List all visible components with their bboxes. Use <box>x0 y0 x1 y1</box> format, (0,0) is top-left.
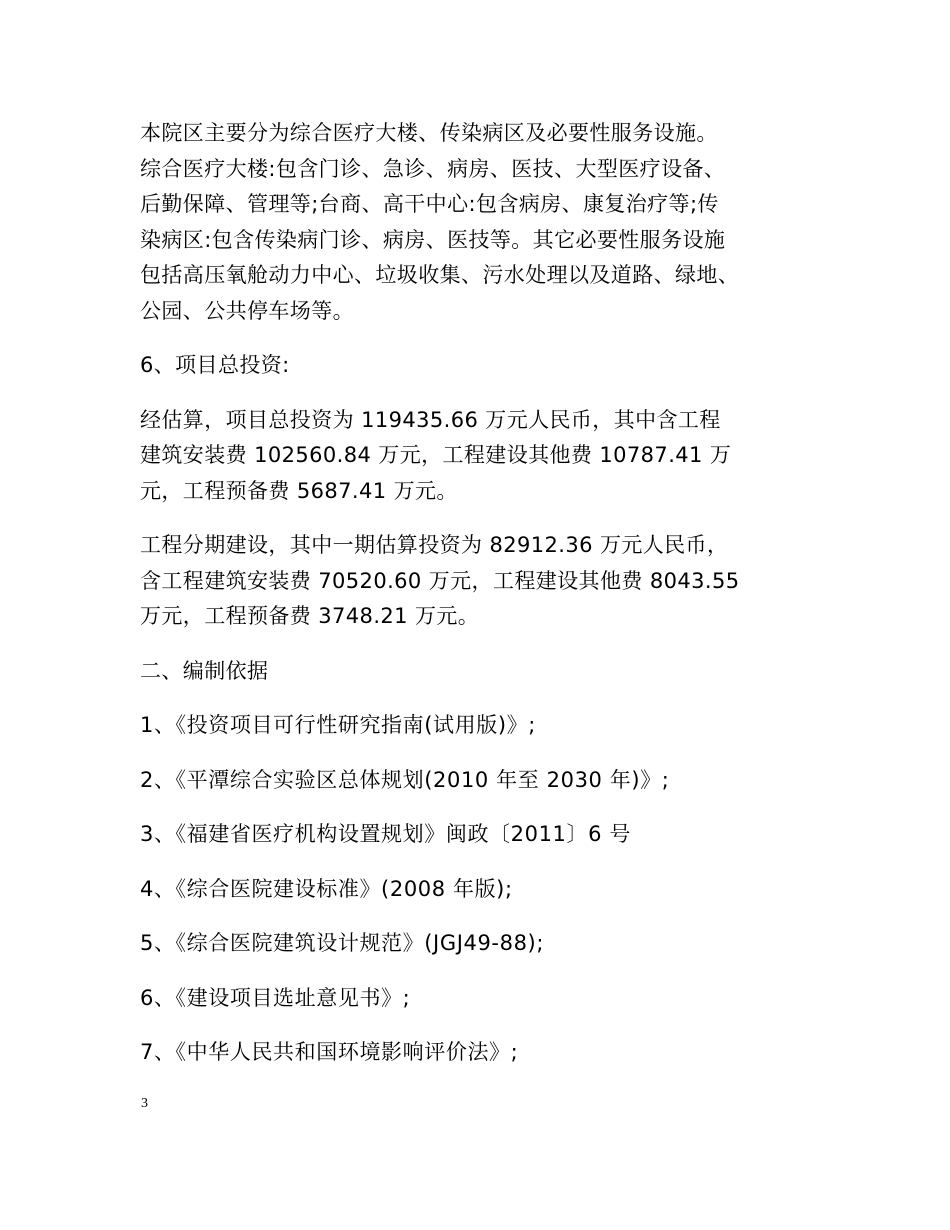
list-item: 4、《综合医院建设标准》(2008 年版); <box>140 876 513 901</box>
text-line: 染病区:包含传染病门诊、病房、医技等。其它必要性服务设施 <box>140 227 726 252</box>
spacer <box>140 384 820 403</box>
list-item: 1、《投资项目可行性研究指南(试用版)》; <box>140 713 536 737</box>
spacer <box>140 635 820 654</box>
paragraph-campus-composition <box>140 116 820 329</box>
spacer <box>140 1016 820 1035</box>
spacer <box>140 689 820 708</box>
text-line: 本院区主要分为综合医疗大楼、传染病区及必要性服务设施。 <box>140 121 718 145</box>
list-item: 5、《综合医院建筑设计规范》(JGJ49-88); <box>140 931 545 955</box>
text-line: 建筑安装费 102560.84 万元，工程建设其他费 10787.41 万 <box>140 443 732 467</box>
spacer <box>140 907 820 926</box>
spacer <box>140 798 820 817</box>
spacer <box>140 329 820 348</box>
paragraph-investment-estimate <box>140 403 820 510</box>
paragraph-phased-construction <box>140 528 820 635</box>
list-item: 2、《平潭综合实验区总体规划(2010 年至 2030 年)》; <box>140 767 670 792</box>
page-number: 3 <box>141 1096 148 1111</box>
text-line: 公园、公共停车场等。 <box>140 298 354 323</box>
text-line: 综合医疗大楼:包含门诊、急诊、病房、医技、大型医疗设备、 <box>140 156 726 181</box>
list-item: 6、《建设项目选址意见书》; <box>140 985 411 1010</box>
section-heading-compilation-basis: 二、编制依据 <box>140 658 269 683</box>
spacer <box>140 509 820 528</box>
text-line: 万元，工程预备费 3748.21 万元。 <box>140 604 480 628</box>
spacer <box>140 853 820 872</box>
spacer <box>140 744 820 763</box>
page-content <box>140 116 820 1071</box>
text-line: 工程分期建设，其中一期估算投资为 82912.36 万元人民币， <box>140 533 729 557</box>
text-line: 含工程建筑安装费 70520.60 万元，工程建设其他费 8043.55 <box>140 568 740 593</box>
list-item: 3、《福建省医疗机构设置规划》闽政〔2011〕6 号 <box>140 822 631 846</box>
spacer <box>140 962 820 981</box>
text-line: 元，工程预备费 5687.41 万元。 <box>140 478 458 503</box>
section-heading-total-investment: 6、项目总投资: <box>140 353 290 377</box>
text-line: 后勤保障、管理等;台商、高干中心:包含病房、康复治疗等;传 <box>140 192 719 216</box>
text-line: 包括高压氧舱动力中心、垃圾收集、污水处理以及道路、绿地、 <box>140 263 740 287</box>
text-line: 经估算，项目总投资为 119435.66 万元人民币，其中含工程 <box>140 407 721 432</box>
list-item: 7、《中华人民共和国环境影响评价法》; <box>140 1040 519 1064</box>
